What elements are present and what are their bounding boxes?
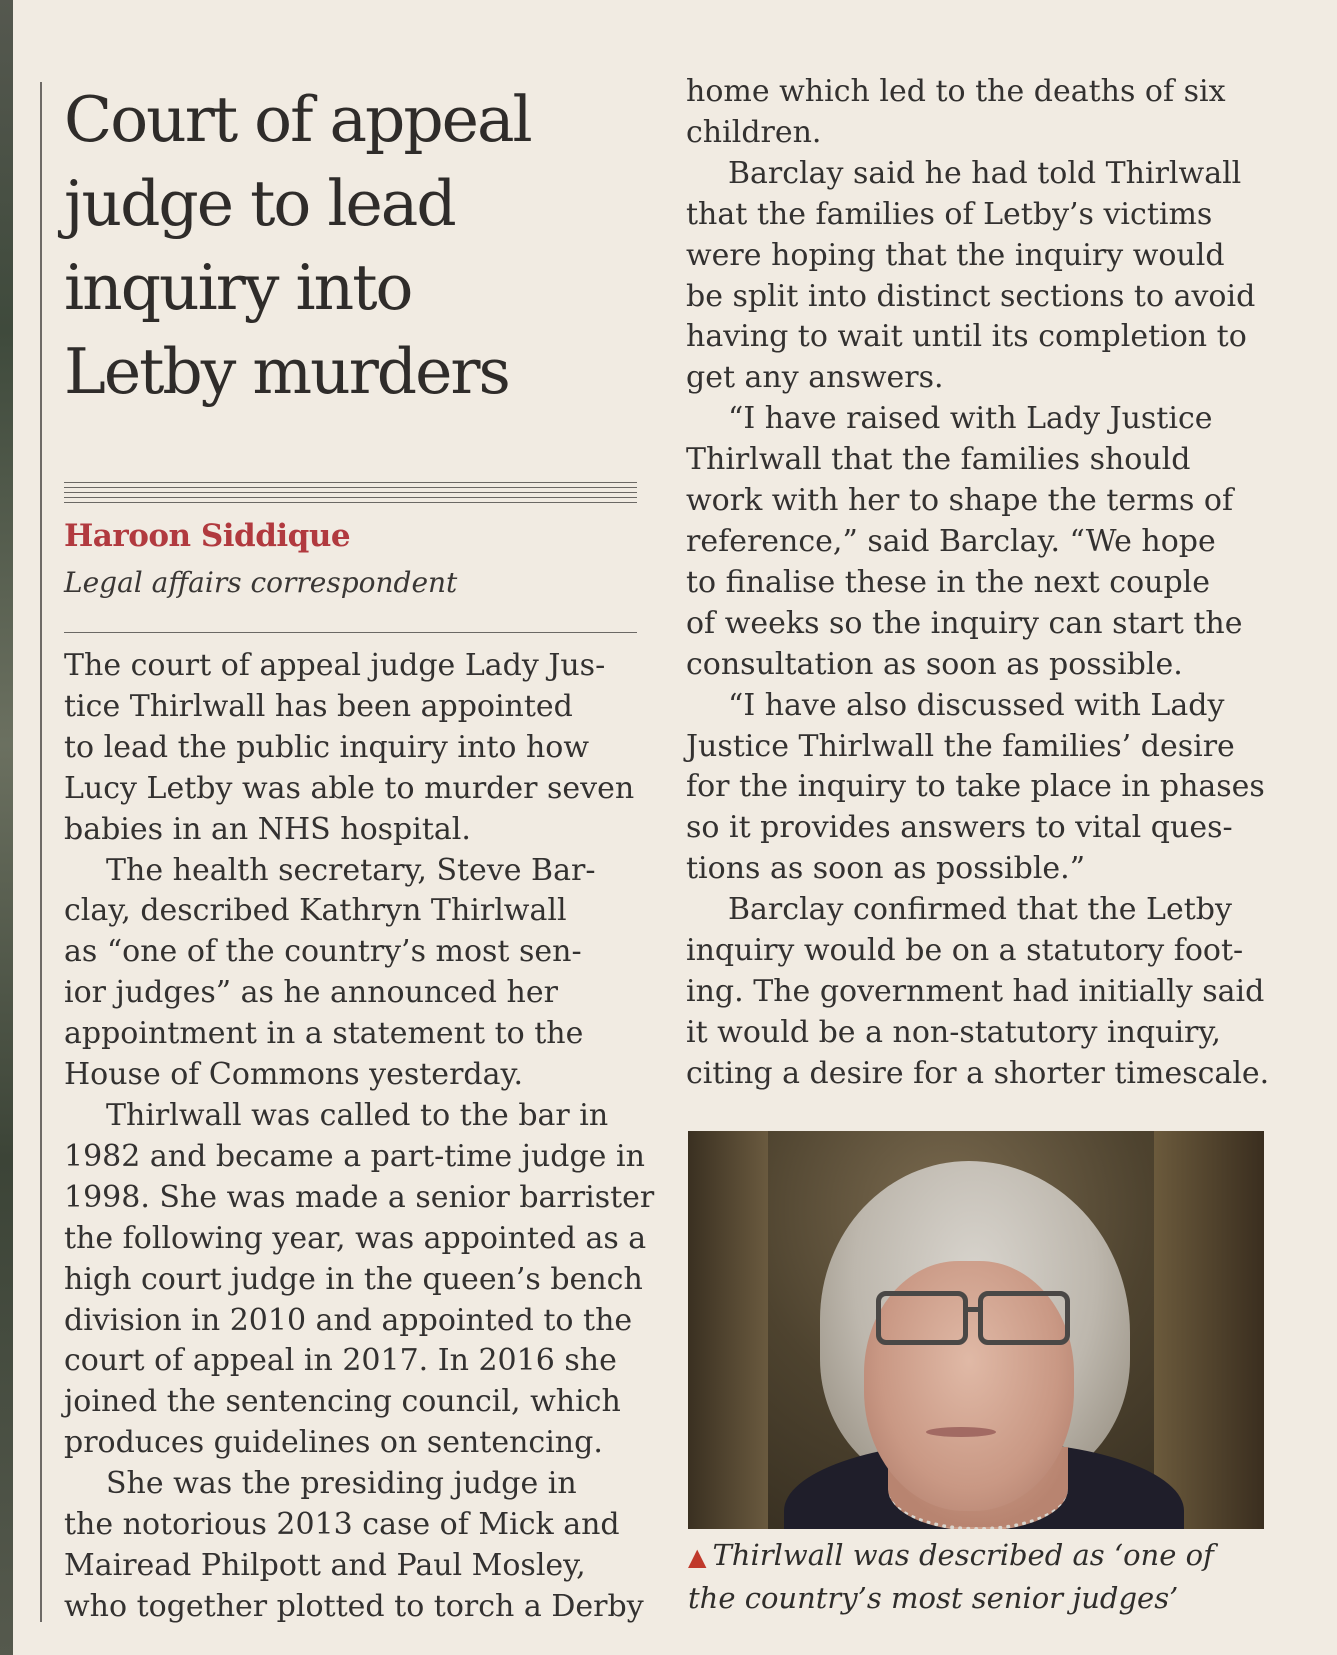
article-column-left [64,646,655,1628]
text-line: so it provides answers to vital ques- [686,810,1233,846]
byline-name: Haroon Siddique [64,518,351,554]
text-line: produces guidelines on sentencing. [64,1425,603,1461]
text-line: citing a desire for a shorter timescale. [686,1055,1270,1091]
portrait-mouth [926,1427,996,1437]
text-line: babies in an NHS hospital. [64,811,471,847]
text-line: it would be a non-statutory inquiry, [686,1014,1221,1050]
text-line: ing. The government had initially said [686,973,1265,1009]
text-line: who together plotted to torch a Derby [64,1588,644,1624]
text-line: The health secretary, Steve Bar- [106,852,596,888]
text-line: the following year, was appointed as a [64,1220,647,1256]
column-divider [40,82,42,1622]
text-line: 1982 and became a part-time judge in [64,1138,645,1174]
text-line: of weeks so the inquiry can start the [686,605,1243,641]
text-line: appointment in a statement to the [64,1016,584,1052]
text-line: joined the sentencing council, which [64,1384,621,1420]
caption-text: Thirlwall was described as ‘one of [712,1538,1214,1572]
text-line: Thirlwall was called to the bar in [106,1097,609,1133]
text-line: were hoping that the inquiry would [686,237,1225,273]
text-line: reference,” said Barclay. “We hope [686,523,1216,559]
text-line: consultation as soon as possible. [686,646,1183,682]
headline-line: Court of appeal [64,83,531,156]
byline-rule [64,632,637,633]
glasses-right-lens [978,1291,1070,1345]
text-line: high court judge in the queen’s bench [64,1261,643,1297]
text-line: ior judges” as he announced her [64,975,558,1011]
photo-caption [688,1535,1278,1619]
text-line: “I have also discussed with Lady [728,687,1225,723]
byline-role: Legal affairs correspondent [64,566,458,599]
text-line: clay, described Kathryn Thirlwall [64,893,567,929]
glasses-left-lens [876,1291,968,1345]
red-triangle-icon: ▲ [688,1543,707,1571]
adjacent-photo-edge [0,0,13,1655]
caption-line [688,1535,1278,1578]
text-line: that the families of Letby’s victims [686,196,1213,232]
text-line: to lead the public inquiry into how [64,729,590,765]
text-line: Barclay said he had told Thirlwall [728,155,1242,191]
text-line: work with her to shape the terms of [686,483,1234,519]
text-line: division in 2010 and appointed to the [64,1302,633,1338]
text-line: tions as soon as possible.” [686,851,1086,887]
text-line: court of appeal in 2017. In 2016 she [64,1343,617,1379]
headline-rule [64,482,637,504]
article-column-right [686,72,1270,1095]
text-line: Mairead Philpott and Paul Mosley, [64,1547,586,1583]
headline-line: judge to lead [64,167,455,240]
text-line: home which led to the deaths of six [686,74,1226,109]
text-line: tice Thirlwall has been appointed [64,688,573,724]
photo-background-left [688,1131,768,1529]
headline [64,78,624,414]
text-line: inquiry would be on a statutory foot- [686,933,1244,969]
text-line: Thirlwall that the families should [686,442,1191,478]
glasses-bridge [963,1307,983,1312]
text-line: for the inquiry to take place in phases [686,769,1265,805]
text-line: House of Commons yesterday. [64,1057,523,1093]
headline-line: Letby murders [64,335,509,408]
photo-background-right [1154,1131,1264,1529]
text-line: to finalise these in the next couple [686,564,1211,600]
text-line: 1998. She was made a senior barrister [64,1179,655,1215]
text-line: the notorious 2013 case of Mick and [64,1507,620,1543]
text-line: Lucy Letby was able to murder seven [64,770,635,806]
text-line: children. [686,114,822,150]
text-line: She was the presiding judge in [106,1466,577,1502]
text-line: as “one of the country’s most sen- [64,934,582,970]
text-line: The court of appeal judge Lady Jus- [64,648,606,683]
portrait-photo [688,1131,1264,1529]
text-line: be split into distinct sections to avoid [686,278,1256,314]
text-line: Barclay confirmed that the Letby [728,892,1232,928]
caption-line: the country’s most senior judges’ [688,1581,1179,1615]
text-line: Justice Thirlwall the families’ desire [686,728,1235,764]
text-line: having to wait until its completion to [686,319,1247,355]
headline-line: inquiry into [64,251,412,324]
text-line: “I have raised with Lady Justice [728,401,1213,437]
text-line: get any answers. [686,360,944,396]
